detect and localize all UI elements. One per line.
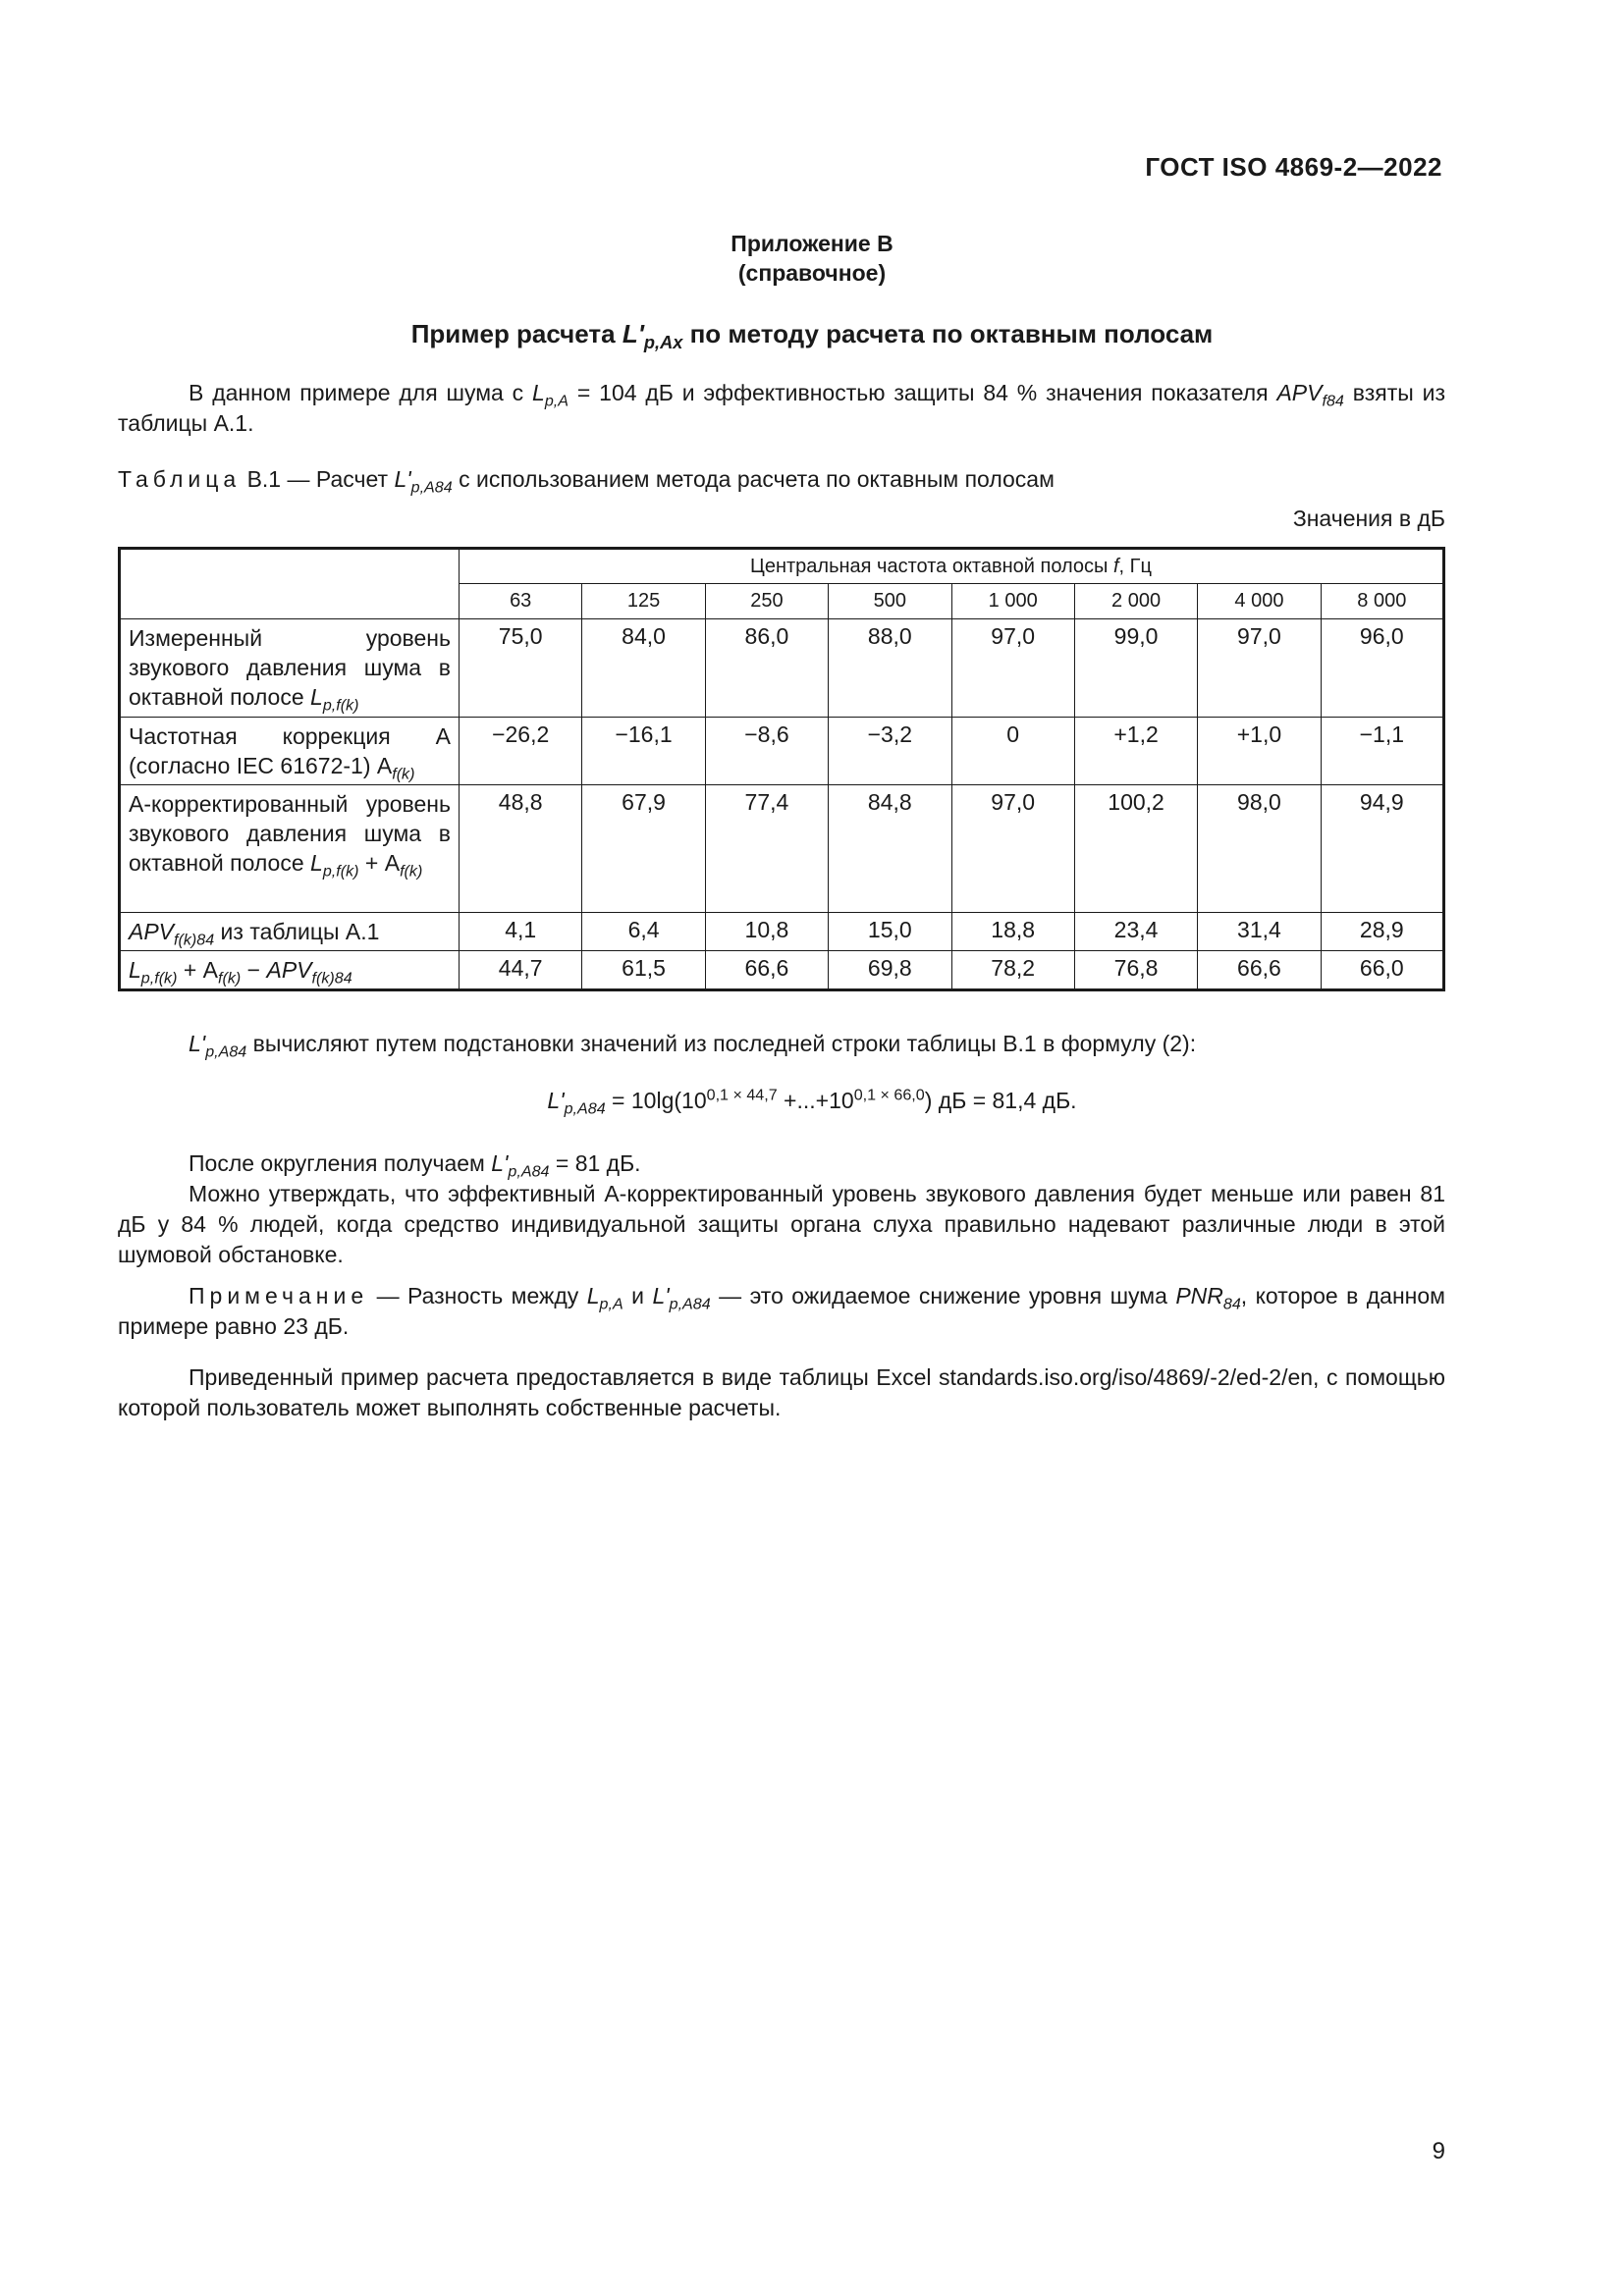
table-row — [120, 785, 1444, 913]
value-cell: 78,2 — [951, 951, 1074, 990]
value-cell: 69,8 — [829, 951, 951, 990]
value-cell: 86,0 — [705, 619, 828, 718]
value-cell: −8,6 — [705, 718, 828, 785]
value-cell: 28,9 — [1321, 913, 1443, 951]
table-row — [120, 913, 1444, 951]
value-cell: 97,0 — [951, 785, 1074, 913]
heading-symbol: $L'_{p,Ax}$ — [622, 319, 683, 353]
value-cell: 44,7 — [460, 951, 582, 990]
value-cell: 0 — [951, 718, 1074, 785]
value-cell: 48,8 — [460, 785, 582, 913]
table-corner-cell — [120, 549, 460, 619]
rounding-paragraph: После округления получаем $L'_{p,A84} = 81$ дБ. — [189, 1150, 641, 1181]
value-cell: 67,9 — [582, 785, 705, 913]
value-cell: 77,4 — [705, 785, 828, 913]
value-cell: 4,1 — [460, 913, 582, 951]
value-cell: −26,2 — [460, 718, 582, 785]
value-cell: 99,0 — [1074, 619, 1197, 718]
value-cell: 96,0 — [1321, 619, 1443, 718]
value-cell: 97,0 — [1198, 619, 1321, 718]
annex-heading — [0, 319, 1624, 353]
frequency-header-cell: 63 — [460, 584, 582, 619]
row-label: А-корректированный уровень звукового давления шума в октавной полосе $L_{p,f(k)} + А_{f(k)}$ — [120, 785, 460, 913]
row-label: $APV_{f(k)84}$ из таблицы А.1 — [120, 913, 460, 951]
value-cell: 23,4 — [1074, 913, 1197, 951]
value-cell: 31,4 — [1198, 913, 1321, 951]
value-cell: 66,0 — [1321, 951, 1443, 990]
row-label: Измеренный уровень звукового давления шума в октавной полосе $L_{p,f(k)}$ — [120, 619, 460, 718]
heading-text: по методу расчета по октавным полосам — [689, 319, 1214, 348]
value-cell: +1,0 — [1198, 718, 1321, 785]
value-cell: −1,1 — [1321, 718, 1443, 785]
value-cell: 75,0 — [460, 619, 582, 718]
value-cell: 66,6 — [705, 951, 828, 990]
annex-title: Приложение В — [731, 231, 893, 256]
value-cell: 61,5 — [582, 951, 705, 990]
value-cell: 18,8 — [951, 913, 1074, 951]
table-row — [120, 951, 1444, 990]
value-cell: 66,6 — [1198, 951, 1321, 990]
value-cell: 15,0 — [829, 913, 951, 951]
value-cell: +1,2 — [1074, 718, 1197, 785]
frequency-header-cell: 250 — [705, 584, 828, 619]
frequency-header-cell: 8 000 — [1321, 584, 1443, 619]
value-cell: 94,9 — [1321, 785, 1443, 913]
note-paragraph: Примечание — Разность между $L_{p,A}$ и $L'_{p,A84}$ — это ожидаемое снижение уровня шума $PNR_{84}$, которое в данном примере равно 23 дБ. — [118, 1283, 1445, 1339]
note-label: Примечание — [189, 1283, 369, 1308]
value-cell: 6,4 — [582, 913, 705, 951]
annex-subtitle: (справочное) — [737, 260, 887, 286]
units-label: Значения в дБ — [1292, 506, 1445, 531]
frequency-header-cell: 2 000 — [1074, 584, 1197, 619]
value-cell: 84,8 — [829, 785, 951, 913]
row-label: Частотная коррекция А (согласно IEC 61672-1) $А_{f(k)}$ — [120, 718, 460, 785]
row-label: $L_{p,f(k)} + А_{f(k)} - APV_{f(k)84}$ — [120, 951, 460, 990]
value-cell: −16,1 — [582, 718, 705, 785]
frequency-header-cell: 1 000 — [951, 584, 1074, 619]
value-cell: 10,8 — [705, 913, 828, 951]
value-cell: 76,8 — [1074, 951, 1197, 990]
table-row — [120, 718, 1444, 785]
table-caption: Таблица В.1 — Расчет $L'_{p,A84}$ с использованием метода расчета по октавным полосам — [118, 466, 1055, 497]
value-cell: 98,0 — [1198, 785, 1321, 913]
value-cell: 84,0 — [582, 619, 705, 718]
table-row — [120, 619, 1444, 718]
claim-paragraph: Можно утверждать, что эффективный А-корректированный уровень звукового давления будет меньше или равен 81 дБ у 84 % людей, когда средство индивидуальной защиты органа слуха правильно надевают различные люди в этой шумовой обстановке. — [118, 1181, 1445, 1267]
table-caption-label: Таблица — [118, 466, 242, 492]
frequency-group-header: Центральная частота октавной полосы f, Гц — [460, 549, 1444, 584]
value-cell: −3,2 — [829, 718, 951, 785]
page-number: 9 — [1432, 2138, 1445, 2164]
heading-prefix: Пример расчета — [410, 319, 616, 348]
excel-paragraph: Приведенный пример расчета предоставляется в виде таблицы Excel standards.iso.org/iso/4869/-2/ed-2/en, с помощью которой пользователь может выполнять собственные расчеты. — [118, 1364, 1445, 1420]
document-code: ГОСТ ISO 4869-2—2022 — [1145, 152, 1442, 182]
octave-calculation-table — [118, 547, 1445, 991]
frequency-header-cell: 500 — [829, 584, 951, 619]
intro-paragraph: В данном примере для шума с $L_{p,A} = 104$ дБ и эффективностью защиты 84 % значения показателя $APV_{f84}$ взяты из таблицы А.1. — [118, 380, 1446, 436]
after-table-paragraph: $L'_{p,A84}$ вычисляют путем подстановки значений из последней строки таблицы В.1 в формулу (2): — [189, 1031, 1197, 1061]
value-cell: 88,0 — [829, 619, 951, 718]
frequency-header-cell: 125 — [582, 584, 705, 619]
frequency-header-cell: 4 000 — [1198, 584, 1321, 619]
formula: $L'_{p,A84} = 10\lg(10^{0,1 \times 44,7} +...+10^{0,1 \times 66,0})$ дБ = 81,4 дБ. — [547, 1086, 1077, 1118]
value-cell: 97,0 — [951, 619, 1074, 718]
value-cell: 100,2 — [1074, 785, 1197, 913]
